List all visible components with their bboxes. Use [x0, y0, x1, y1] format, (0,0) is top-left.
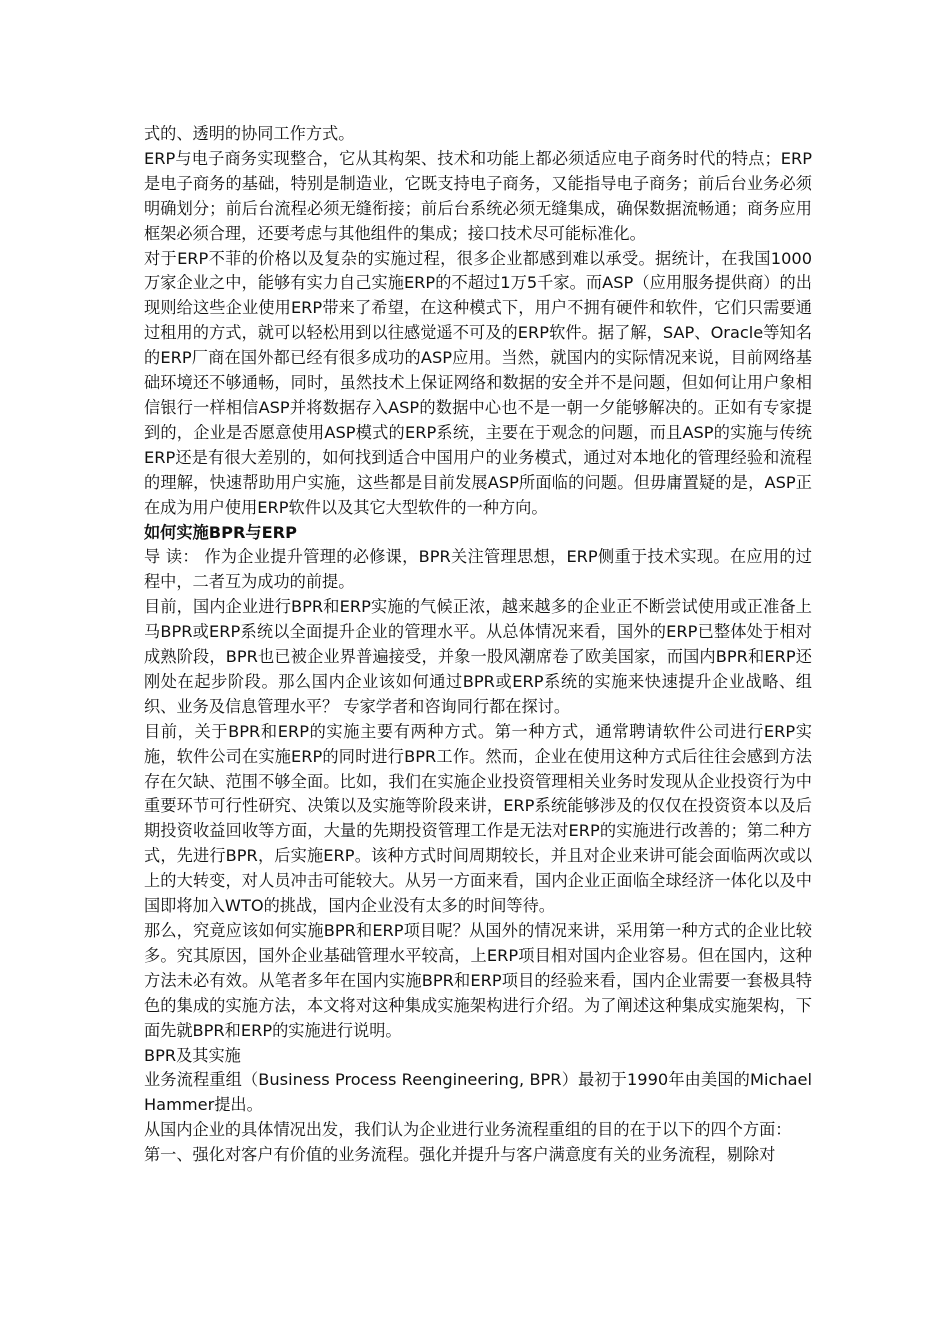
- paragraph-goal-one: 第一、强化对客户有价值的业务流程。强化并提升与客户满意度有关的业务流程，剔除对: [144, 1145, 776, 1165]
- paragraph-bpr-goals: 从国内企业的具体情况出发，我们认为企业进行业务流程重组的目的在于以下的四个方面：: [144, 1120, 792, 1140]
- paragraph-two-methods: 目前，关于BPR和ERP的实施主要有两种方式。第一种方式，通常聘请软件公司进行ERP实施，软件公司在实施ERP的同时进行BPR工作。然而，企业在使用这种方式后往往会感到方法存在欠缺、范围不够全面。比如，我们在实施企业投资管理相关业务时发现从企业投资行为中重要环节可行性研究、决策以及实施等阶段来讲，ERP系统能够涉及的仅仅在投资资本以及后期投资收益回收等方面，大量的先期投资管理工作是无法对ERP的实施进行改善的；第二种方式，先进行BPR，后实施ERP。该种方式时间周期较长，并且对企业来讲可能会面临两次或以上的大转变，对人员冲击可能较大。从另一方面来看，国内企业正面临全球经济一体化以及中国即将加入WTO的挑战，国内企业没有太多的时间等待。: [144, 721, 812, 916]
- paragraph-erp-ecommerce: ERP与电子商务实现整合，它从其构架、技术和功能上都必须适应电子商务时代的特点；ERP是电子商务的基础，特别是制造业，它既支持电子商务，又能指导电子商务；前后台业务必须明确划分；前后台流程必须无缝衔接；前后台系统必须无缝集成，确保数据流畅通；商务应用框架必须合理，还要考虑与其他组件的集成；接口技术尽可能标准化。: [144, 148, 812, 243]
- subsection-heading: BPR及其实施: [144, 1045, 241, 1065]
- paragraph-continuation: 式的、透明的协同工作方式。: [144, 124, 355, 143]
- paragraph-current-status: 目前，国内企业进行BPR和ERP实施的气候正浓，越来越多的企业正不断尝试使用或正准备上马BPR或ERP系统以全面提升企业的管理水平。从总体情况来看，国外的ERP已整体处于相对成熟阶段，BPR也已被企业界普遍接受，并象一股风潮席卷了欧美国家，而国内BPR和ERP还刚处在起步阶段。那么国内企业该如何通过BPR或ERP系统的实施来快速提升企业战略、组织、业务及信息管理水平？ 专家学者和咨询同行都在探讨。: [144, 597, 812, 716]
- section-heading: 如何实施BPR与ERP: [144, 522, 297, 542]
- paragraph-erp-asp: 对于ERP不菲的价格以及复杂的实施过程，很多企业都感到难以承受。据统计，在我国1000万家企业之中，能够有实力自己实施ERP的不超过1万5千家。而ASP（应用服务提供商）的出现则给这些企业使用ERP带来了希望，在这种模式下，用户不拥有硬件和软件，它们只需要通过租用的方式，就可以轻松用到以往感觉遥不可及的ERP软件。据了解，SAP、Oracle等知名的ERP厂商在国外都已经有很多成功的ASP应用。当然，就国内的实际情况来说，目前网络基础环境还不够通畅，同时，虽然技术上保证网络和数据的安全并不是问题，但如何让用户象相信银行一样相信ASP并将数据存入ASP的数据中心也不是一朝一夕能够解决的。正如有专家提到的，企业是否愿意使用ASP模式的ERP系统，主要在于观念的问题，而且ASP的实施与传统ERP还是有很大差别的，如何找到适合中国用户的业务模式，通过对本地化的管理经验和流程的理解，快速帮助用户实施，这些都是目前发展ASP所面临的问题。但毋庸置疑的是，ASP正在成为用户使用ERP软件以及其它大型软件的一种方向。: [144, 248, 812, 517]
- document-body: [144, 122, 812, 1168]
- paragraph-how-to-implement: 那么，究竟应该如何实施BPR和ERP项目呢？从国外的情况来讲，采用第一种方式的企业比较多。究其原因，国外企业基础管理水平较高，上ERP项目相对国内企业容易。但在国内，这种方法未必有效。从笔者多年在国内实施BPR和ERP项目的经验来看，国内企业需要一套极具特色的集成的实施方法，本文将对这种集成实施架构进行介绍。为了阐述这种集成实施架构，下面先就BPR和ERP的实施进行说明。: [144, 921, 812, 1040]
- paragraph-lead: 导 读： 作为企业提升管理的必修课，BPR关注管理思想，ERP侧重于技术实现。在应用的过程中，二者互为成功的前提。: [144, 547, 812, 592]
- paragraph-bpr-definition: 业务流程重组（Business Process Reengineering, BPR）最初于1990年由美国的Michael Hammer提出。: [144, 1070, 812, 1115]
